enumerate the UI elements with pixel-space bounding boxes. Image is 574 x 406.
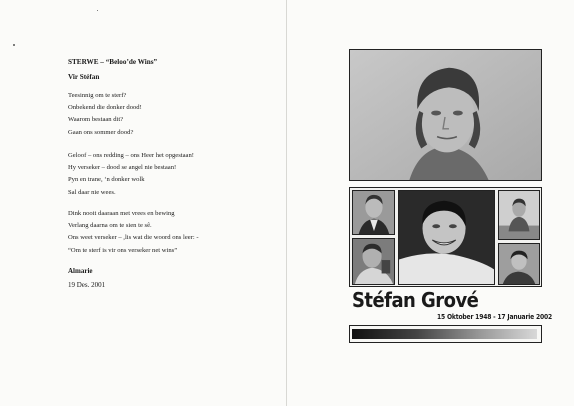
poem-line: Onbekend die donker dood! xyxy=(68,104,142,112)
dust-speck xyxy=(13,44,15,46)
life-dates: 15 Oktober 1948 - 17 Januarie 2002 xyxy=(437,313,553,321)
poem-line: Geloof – ons redding – ons Heer het opgestaan! xyxy=(68,152,194,159)
poem-line: Teesinnig om te sterf? xyxy=(68,92,127,99)
photo-small-bottom-right xyxy=(498,243,540,285)
photo-center-smiling xyxy=(398,190,495,285)
poem-line: Dink nooit daaraan met vrees en bewing xyxy=(68,210,175,217)
photo-small-top-left xyxy=(352,190,395,235)
poem-line: Pyn en trane, ‘n donker wolk xyxy=(68,176,145,184)
poem-line: Sal daar nie wees. xyxy=(68,188,116,196)
portrait-main-photo xyxy=(349,49,542,181)
person-image xyxy=(353,191,394,234)
photo-small-bottom-left xyxy=(352,238,395,285)
poem-line: Waarom bestaan dit? xyxy=(68,116,124,124)
poem-line: Gaan ons sommer dood? xyxy=(68,128,134,136)
poem-stanza-2 xyxy=(68,150,194,199)
dust-speck xyxy=(97,10,98,11)
person-image xyxy=(399,191,494,284)
gradient-fill xyxy=(352,329,537,339)
poem-author: Almarie xyxy=(68,267,93,275)
person-image xyxy=(353,239,394,284)
poem-stanza-1 xyxy=(68,90,142,139)
person-image xyxy=(499,244,539,284)
poem-date: 19 Des. 2001 xyxy=(68,281,106,289)
poem-line: Hy verseker – dood se angel nie bestaan! xyxy=(68,164,177,172)
person-image xyxy=(499,191,539,239)
deceased-name: Stéfan Grové xyxy=(352,288,479,312)
portrait-main-image xyxy=(350,50,541,180)
decorative-gradient-strip xyxy=(349,325,542,343)
poem-line: Ons weet verseker – ,lis wat die woord ons leer: - xyxy=(68,234,199,242)
poem-title: STERWE – “Beloo’de Wins” xyxy=(68,58,158,66)
poem-line: “Om te sterf is vir ons verseker net wins” xyxy=(68,246,178,254)
poem-dedication: Vir Stéfan xyxy=(68,73,100,81)
poem-stanza-3 xyxy=(68,208,199,257)
poem-line: Verlang daarna om te sien te sê. xyxy=(68,222,152,230)
photo-small-top-right xyxy=(498,190,540,240)
